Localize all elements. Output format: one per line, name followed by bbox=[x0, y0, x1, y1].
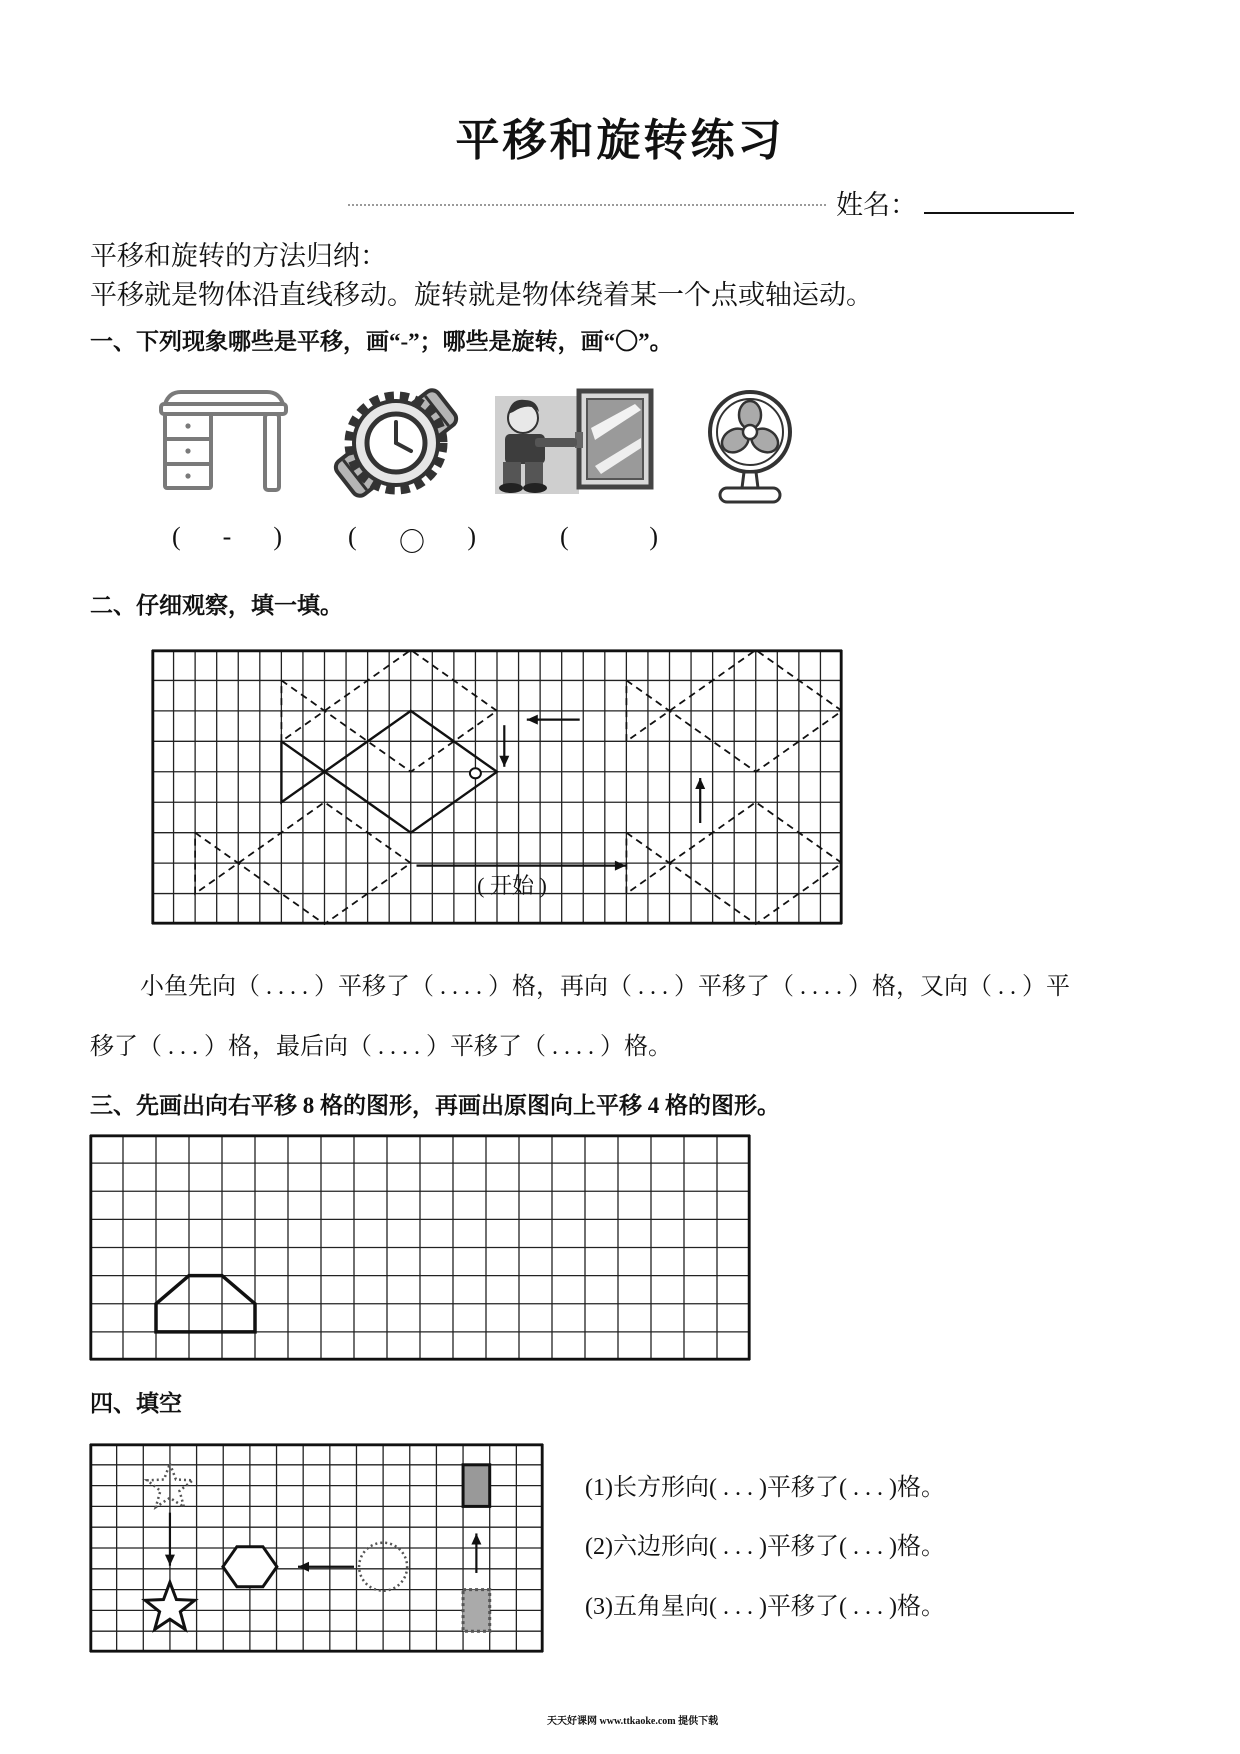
answer-close-paren: ) bbox=[467, 522, 476, 551]
summary-heading: 平移和旋转的方法归纳： bbox=[90, 241, 387, 271]
answer-open-paren: ( bbox=[172, 522, 181, 551]
rectangle-original bbox=[463, 1590, 490, 1632]
answer-open-paren: ( bbox=[348, 522, 357, 551]
answer-window bbox=[560, 522, 658, 552]
answer-desk bbox=[172, 522, 282, 552]
name-blank-line bbox=[924, 212, 1074, 214]
question-1: (1)长方形向( . . . )平移了( . . . )格。 bbox=[585, 1475, 945, 1501]
answer-open-paren: ( bbox=[560, 522, 569, 551]
arrow-head bbox=[471, 1533, 481, 1544]
question-3: (3)五角星向( . . . )平移了( . . . )格。 bbox=[585, 1594, 945, 1620]
fill-in-line-2: 移了（ . . . ）格，最后向（ . . . . ）平移了（ . . . . ）格。 bbox=[90, 1034, 672, 1060]
rectangle-moved bbox=[463, 1465, 490, 1507]
section2-heading: 二、仔细观察，填一填。 bbox=[90, 593, 343, 618]
question-2: (2)六边形向( . . . )平移了( . . . )格。 bbox=[585, 1534, 945, 1560]
desk-icon bbox=[157, 388, 290, 494]
fish-eye bbox=[470, 768, 481, 778]
arrow-head bbox=[165, 1555, 175, 1566]
section4-heading: 四、填空 bbox=[90, 1391, 182, 1416]
name-label: 姓名： bbox=[836, 190, 917, 220]
arrow-down bbox=[165, 1513, 175, 1566]
start-label: ( 开始 ) bbox=[477, 873, 547, 898]
dotted-leader bbox=[348, 204, 826, 206]
answer-close-paren: ) bbox=[649, 522, 658, 551]
boy-pushing-window-icon bbox=[495, 388, 655, 496]
summary-text: 平移就是物体沿直线移动。旋转就是物体绕着某一个点或轴运动。 bbox=[90, 280, 873, 310]
page-title: 平移和旋转练习 bbox=[455, 116, 785, 165]
answer-mark: 〇 bbox=[398, 528, 425, 557]
answer-mark: - bbox=[222, 522, 232, 551]
hexagon-moved bbox=[223, 1547, 277, 1587]
section1-heading: 一、下列现象哪些是平移，画“-”；哪些是旋转，画“〇”。 bbox=[90, 329, 673, 354]
footer-watermark: 天天好课网 www.ttkaoke.com 提供下载 bbox=[547, 1716, 719, 1727]
watch-icon bbox=[329, 384, 463, 502]
fill-in-line-1: 小鱼先向（ . . . . ）平移了（ . . . . ）格，再向（ . . . ）平移了（ . . . . ）格，又向（ . . ）平 bbox=[140, 974, 1070, 1000]
arrow-up bbox=[471, 1533, 481, 1573]
grid-lines bbox=[90, 1135, 750, 1360]
answer-watch bbox=[348, 522, 476, 559]
drawing-grid bbox=[90, 1135, 750, 1360]
fan-icon bbox=[706, 388, 794, 505]
answer-close-paren: ) bbox=[273, 522, 282, 551]
shapes-grid bbox=[90, 1444, 543, 1652]
section3-heading: 三、先画出向右平移 8 格的图形，再画出原图向上平移 4 格的图形。 bbox=[90, 1093, 780, 1118]
arrow-left bbox=[298, 1562, 354, 1572]
